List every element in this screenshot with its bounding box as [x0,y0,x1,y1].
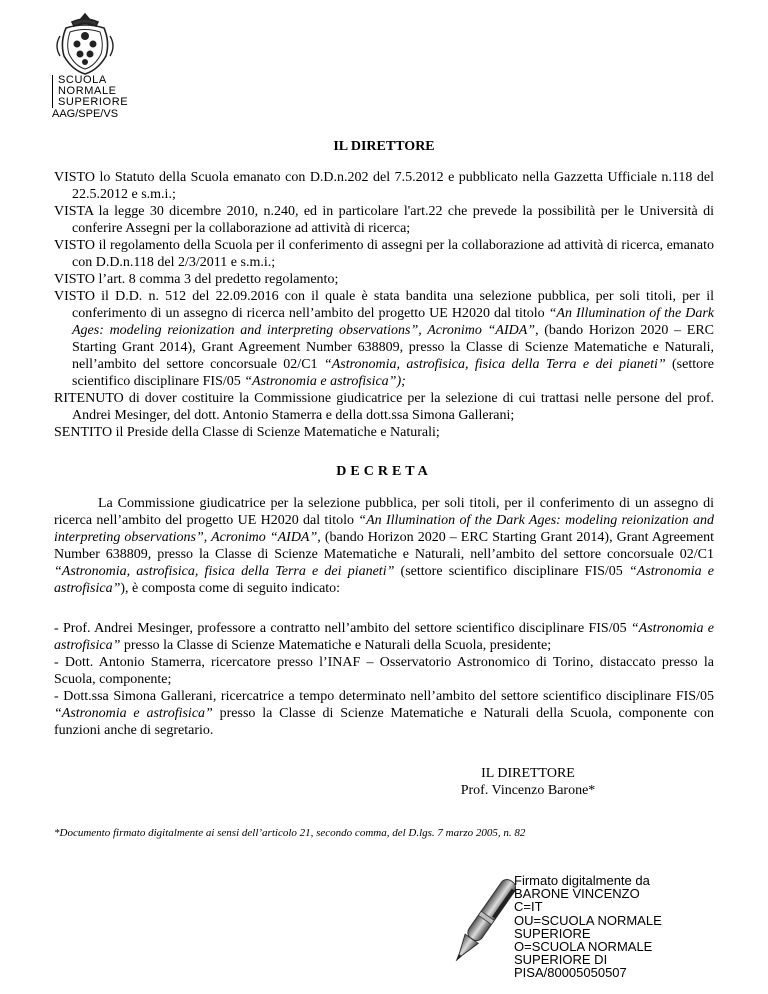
premise-1: VISTO lo Statuto della Scuola emanato con D.D.n.202 del 7.5.2012 e pubblicato nella Gazzetta Ufficiale n.118 del 22.5.2012 e s.m.i.; [54,170,714,202]
premise-6: RITENUTO di dover costituire la Commissione giudicatrice per la selezione di cui trattasi nelle persone del prof. Andrei Mesinger, del dott. Antonio Stamerra e della dott.ssa Simona Gallerani; [54,391,714,423]
signature-role: IL DIRETTORE [481,766,575,781]
footnote: *Documento firmato digitalmente ai sensi dell’articolo 21, secondo comma, del D.lgs. 7 marzo 2005, n. 82 [54,827,526,839]
signature-name: Prof. Vincenzo Barone* [460,783,596,798]
member-component: - Dott. Antonio Stamerra, ricercatore presso l’INAF – Osservatorio Astronomico di Torino, distaccato presso la Scuola, componente; [54,655,714,687]
institution-line: NORMALE [58,85,117,97]
digital-signature-line: BARONE VINCENZO [514,886,640,902]
document-title: IL DIRETTORE [333,139,435,154]
institution-name [52,75,128,108]
digital-signature-line: OU=SCUOLA NORMALE [514,912,662,928]
digital-signature-stamp [514,874,662,980]
digital-signature-line: C=IT [514,899,543,915]
digital-signature-line: O=SCUOLA NORMALE [514,939,653,955]
protocol-code: AAG/SPE/VS [52,108,119,120]
decreta-heading: DECRETA [336,464,432,479]
member-secretary: - Dott.ssa Simona Gallerani, ricercatrice a tempo determinato nell’ambito del settore scientifico disciplinare FIS/05 “Astronomia e astrofisica” presso la Classe di Scienze Matematiche e Naturali della Scuola, componente con funzioni anche di segretario. [54,689,715,738]
pen-icon [448,870,516,978]
premise-2: VISTA la legge 30 dicembre 2010, n.240, ed in particolare l'art.22 che prevede la possibilità per le Università di conferire Assegni per la collaborazione ad attività di ricerca; [54,204,714,236]
decree-paragraph: La Commissione giudicatrice per la selezione pubblica, per soli titoli, per il conferimento di un assegno di ricerca nell’ambito del progetto UE H2020 dal titolo “An Illumination of the Dark Ages: modeling reionization and interpreting observations”, Acronimo “AIDA”, (bando Horizon 2020 – ERC Starting Grant 2014), Grant Agreement Number 638809, presso la Classe di Scienze Matematiche e Naturali, nell’ambito del settore concorsuale 02/C1 “Astronomia, astrofisica, fisica della Terra e dei pianeti” (settore scientifico disciplinare FIS/05 “Astronomia e astrofisica”), è composta come di seguito indicato: [54,496,714,596]
premise-4: VISTO l’art. 8 comma 3 del predetto regolamento; [54,272,339,287]
premise-3: VISTO il regolamento della Scuola per il conferimento di assegni per la collaborazione ad attività di ricerca, emanato con D.D.n.118 del 2/3/2011 e s.m.i.; [54,238,714,270]
commission-members [54,620,714,739]
institution-line: SUPERIORE [58,96,129,108]
scuola-normale-crest-logo [50,12,120,78]
digital-signature-line: Firmato digitalmente da [514,873,650,888]
member-president: - Prof. Andrei Mesinger, professore a contratto nell’ambito del settore scientifico disciplinare FIS/05 “Astronomia e astrofisica” presso la Classe di Scienze Matematiche e Naturali della Scuola, presidente; [54,621,714,653]
premise-7: SENTITO il Preside della Classe di Scienze Matematiche e Naturali; [54,425,440,440]
digital-signature-line: SUPERIORE [514,925,591,941]
digital-signature-line: SUPERIORE DI [514,952,608,968]
signature-block [400,765,656,799]
digital-signature-line: PISA/80005050507 [514,965,627,981]
premises-section [54,169,714,441]
premise-5: VISTO il D.D. n. 512 del 22.09.2016 con il quale è stata bandita una selezione pubblica, per soli titoli, per il conferimento di un assegno di ricerca nell’ambito del progetto UE H2020 dal titolo “An Illumination of the Dark Ages: modeling reionization and interpreting observations”, Acronimo “AIDA”, (bando Horizon 2020 – ERC Starting Grant 2014), Grant Agreement Number 638809, presso la Classe di Scienze Matematiche e Naturali, nell’ambito del settore concorsuale 02/C1 “Astronomia, astrofisica, fisica della Terra e dei pianeti” (settore scientifico disciplinare FIS/05 “Astronomia e astrofisica”); [54,289,714,389]
institution-line: SCUOLA [58,74,107,86]
